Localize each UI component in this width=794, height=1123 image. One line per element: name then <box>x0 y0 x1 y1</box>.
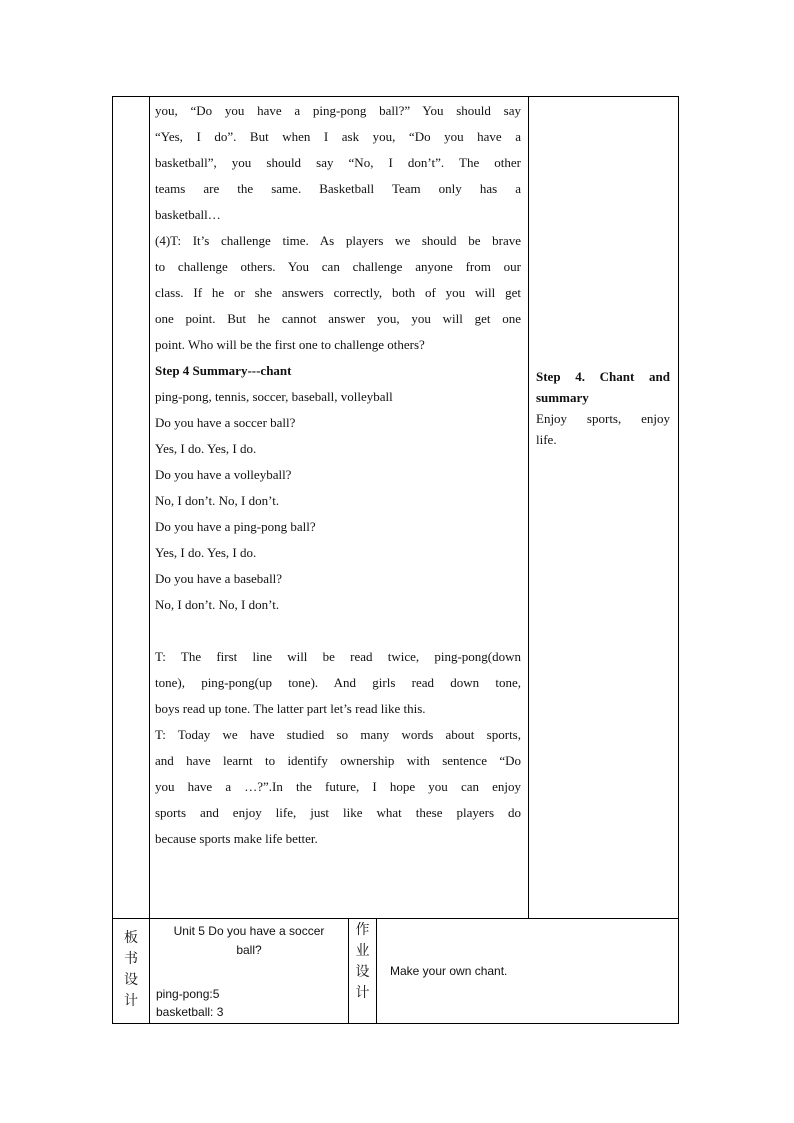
board-design-label <box>113 928 149 1012</box>
column-divider-2 <box>528 96 529 919</box>
board-label-char: 书 <box>124 952 138 967</box>
step-heading-line2: summary <box>536 390 589 405</box>
text-line: Do you have a soccer ball? <box>155 415 296 430</box>
text-line: T: Today we have studied so many words about sports, <box>155 727 521 742</box>
text-line: to challenge others. You can challenge anyone from our <box>155 259 521 274</box>
column-divider-1 <box>149 96 150 1024</box>
blank-line <box>155 618 521 644</box>
homework-label-char: 业 <box>355 944 370 959</box>
board-label-char: 板 <box>124 931 138 946</box>
table-border-right <box>678 96 679 1024</box>
text-line: T: The first line will be read twice, ping-pong(down <box>155 649 521 664</box>
column-divider-4 <box>376 918 377 1024</box>
text-line: and have learnt to identify ownership with sentence “Do <box>155 753 521 768</box>
text-line: ping-pong, tennis, soccer, baseball, volleyball <box>155 389 393 404</box>
board-title-line1: Unit 5 Do you have a soccer <box>173 924 325 938</box>
board-label-char: 设 <box>124 973 138 988</box>
step-heading-line1: Step 4. Chant and <box>536 369 670 384</box>
table-border-left <box>112 96 113 1024</box>
text-line: No, I don’t. No, I don’t. <box>155 493 280 508</box>
text-line: basketball… <box>155 207 221 222</box>
intent-description-line1: Enjoy sports, enjoy <box>536 411 670 426</box>
board-design-content <box>150 922 348 960</box>
teaching-procedure-text <box>155 98 521 852</box>
board-score-pingpong: ping-pong:5 <box>156 987 220 1001</box>
board-title-line2: ball? <box>236 943 262 957</box>
homework-text: Make your own chant. <box>390 964 508 978</box>
text-line: “Yes, I do”. But when I ask you, “Do you have a <box>155 129 521 144</box>
text-line: Yes, I do. Yes, I do. <box>155 545 257 560</box>
text-line: No, I don’t. No, I don’t. <box>155 597 280 612</box>
table-border-top <box>112 96 679 97</box>
design-intent-cell <box>536 366 670 450</box>
step-heading: Step 4 Summary---chant <box>155 363 292 378</box>
board-label-char: 计 <box>124 994 138 1009</box>
text-line: one point. But he cannot answer you, you will get one <box>155 311 521 326</box>
table-border-bottom <box>112 1023 679 1024</box>
text-line: class. If he or she answers correctly, both of you will get <box>155 285 521 300</box>
homework-label-char: 计 <box>355 986 370 1001</box>
text-line: tone), ping-pong(up tone). And girls read down tone, <box>155 675 521 690</box>
text-line: Do you have a baseball? <box>155 571 283 586</box>
text-line: Do you have a volleyball? <box>155 467 292 482</box>
text-line: you, “Do you have a ping-pong ball?” You should say <box>155 103 521 118</box>
board-score-basketball: basketball: 3 <box>156 1005 224 1019</box>
text-line: because sports make life better. <box>155 831 318 846</box>
intent-description-line2: life. <box>536 432 557 447</box>
row-divider <box>112 918 679 919</box>
text-line: teams are the same. Basketball Team only has a <box>155 181 521 196</box>
homework-label-char: 设 <box>355 965 370 980</box>
text-line: basketball”, you should say “No, I don’t”. The other <box>155 155 521 170</box>
homework-label-char: 作 <box>355 923 370 938</box>
text-line: Yes, I do. Yes, I do. <box>155 441 257 456</box>
text-line: you have a …?”.In the future, I hope you can enjoy <box>155 779 521 794</box>
text-line: boys read up tone. The latter part let’s read like this. <box>155 701 426 716</box>
text-line: point. Who will be the first one to challenge others? <box>155 337 425 352</box>
text-line: Do you have a ping-pong ball? <box>155 519 316 534</box>
text-line: sports and enjoy life, just like what these players do <box>155 805 521 820</box>
homework-design-label <box>349 920 376 1004</box>
text-line: (4)T: It’s challenge time. As players we should be brave <box>155 233 521 248</box>
